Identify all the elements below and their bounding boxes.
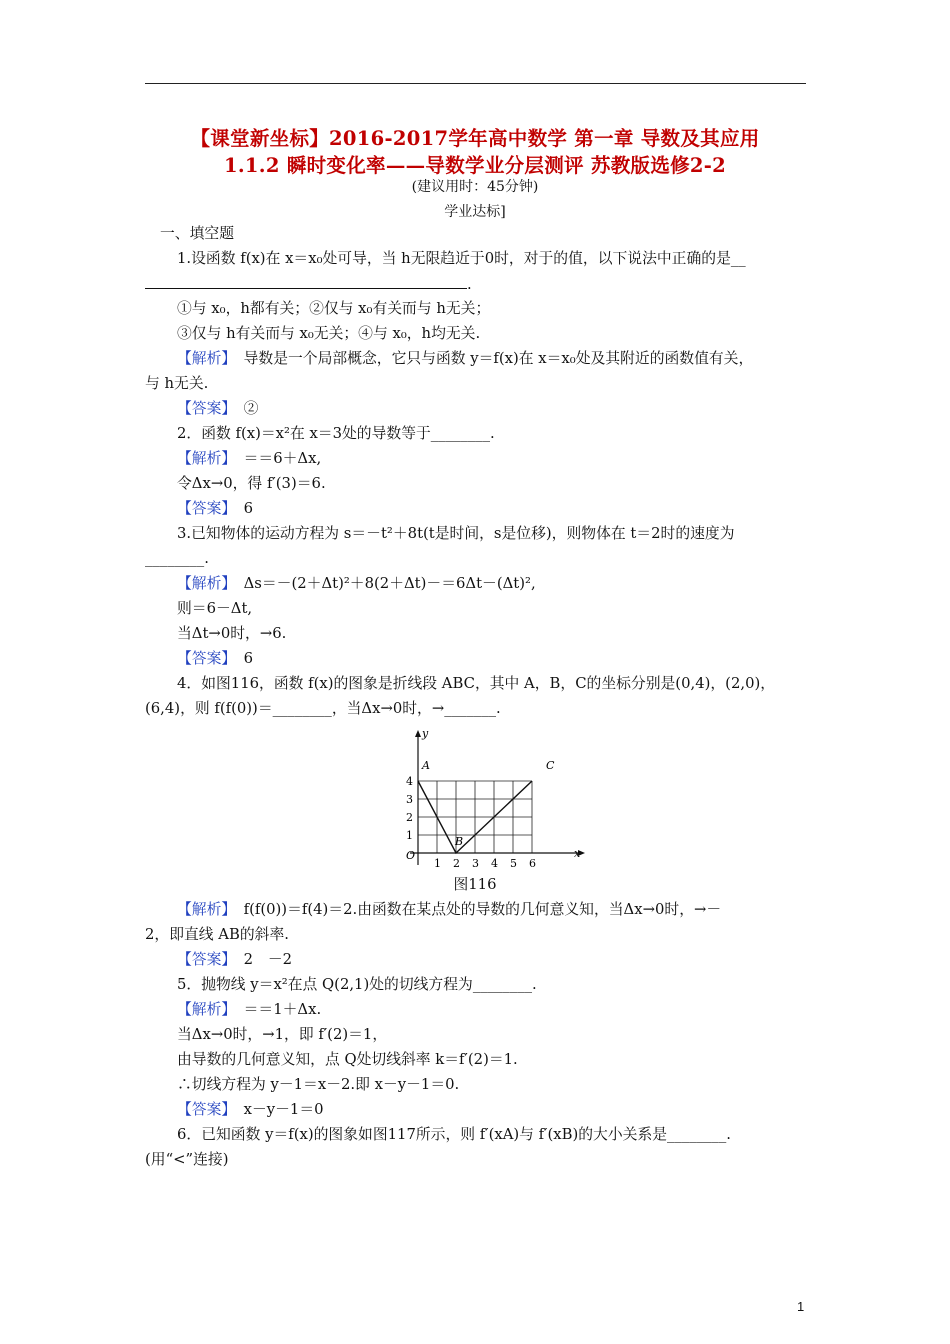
q3-analysis-tag: 【解析】 [177,575,229,592]
q2-stem: 2．函数 f(x)＝x²在 x＝3处的导数等于________. [177,425,495,442]
q5-answer [177,1100,324,1120]
q5-analysis [177,1000,321,1020]
y-axis-arrow-icon [415,730,421,737]
q5-stem: 5．抛物线 y＝x²在点 Q(2,1)处的切线方程为________. [177,976,537,993]
x-tick-label: 5 [510,857,517,870]
q4-analysis-text-2: 2，即直线 AB的斜率. [145,926,289,943]
q4-analysis-tag: 【解析】 [177,901,229,918]
x-tick-label: 1 [434,857,441,870]
q6-stem-2: (用“<”连接) [145,1151,229,1168]
time-note: (建议用时：45分钟) [411,179,539,195]
point-label-c: C [546,759,555,772]
q5-answer-tag: 【答案】 [177,1101,229,1118]
q1-answer [177,399,258,419]
y-tick-label: 3 [406,793,413,806]
y-tick-label: 1 [406,829,413,842]
q1-answer-text: ② [243,400,259,417]
y-tick-label: 2 [406,811,413,824]
q4-answer-tag: 【答案】 [177,951,229,968]
q2-analysis-text-1: ＝＝6＋Δx, [243,450,322,467]
part-heading: 一、填空题 [160,225,234,242]
point-label-b: B [455,835,464,848]
q4-answer [177,950,292,970]
figure-caption: 图116 [453,876,497,893]
title-line-2: 1.1.2 瞬时变化率——导数学业分层测评 苏教版选修2-2 [223,154,727,177]
q4-analysis [177,900,721,920]
x-axis-label: x [574,847,581,860]
q4-stem-1: 4．如图116，函数 f(x)的图象是折线段 ABC，其中 A，B，C的坐标分别是(0,4)，(2,0)， [177,675,776,692]
q1-analysis-tag: 【解析】 [177,350,229,367]
x-tick-label: 2 [453,857,460,870]
q2-analysis [177,449,321,469]
q4-answer-text: 2 －2 [243,951,293,968]
q1-analysis-text-2: 与 h无关. [145,375,209,392]
y-tick-label: 4 [406,775,413,788]
q4-analysis-text-1: f(f(0))＝f(4)＝2.由函数在某点处的导数的几何意义知，当Δx→0时，→－ [243,901,722,918]
q1-analysis [177,349,753,369]
q5-analysis-text-1: ＝＝1＋Δx. [243,1001,322,1018]
q2-answer [177,499,253,519]
y-tick-labels [406,775,413,842]
q1-analysis-text-1: 导数是一个局部概念，它只与函数 y＝f(x)在 x＝x₀处及其附近的函数值有关， [243,350,754,367]
q5-analysis-text-2: 当Δx→0时，→1，即 f′(2)＝1， [177,1026,388,1043]
q3-answer-text: 6 [243,650,254,667]
q5-answer-text: x－y－1＝0 [243,1101,324,1118]
q1-stem-end: . [467,276,472,293]
q1-stem: 1.设函数 f(x)在 x＝x₀处可导，当 h无限趋近于0时，对于的值，以下说法中正确的是__ [177,250,746,267]
q5-analysis-tag: 【解析】 [177,1001,229,1018]
q2-analysis-tag: 【解析】 [177,450,229,467]
q2-analysis-text-2: 令Δx→0，得 f′(3)＝6. [177,475,326,492]
x-tick-label: 3 [472,857,479,870]
q6-stem-1: 6．已知函数 y＝f(x)的图象如图117所示，则 f′(xA)与 f′(xB)的大小关系是________. [177,1126,731,1143]
q2-answer-text: 6 [243,500,254,517]
x-tick-labels [434,857,536,870]
q3-answer [177,649,253,669]
header-rule [145,83,806,84]
q1-answer-blank [145,274,467,289]
y-axis-label: y [422,727,429,740]
q4-stem-2: (6,4)，则 f(f(0))＝________，当Δx→0时，→_______. [145,700,501,717]
figure-116 [400,725,590,870]
section-label: 学业达标] [444,204,506,220]
q1-options-1: ①与 x₀，h都有关；②仅与 x₀有关而与 h无关； [177,300,491,317]
q3-analysis [177,574,536,594]
q1-options-2: ③仅与 h有关而与 x₀无关；④与 x₀，h均无关. [177,325,481,342]
q3-analysis-text-2: 则＝6－Δt, [177,600,253,617]
x-tick-label: 6 [529,857,536,870]
q3-analysis-text-1: Δs＝－(2＋Δt)²＋8(2＋Δt)－＝6Δt－(Δt)², [243,575,536,592]
figure-grid [418,781,532,853]
q2-answer-tag: 【答案】 [177,500,229,517]
origin-label: O [406,849,416,862]
q3-stem-end: ________. [145,550,209,567]
page-number: 1 [797,1299,805,1314]
q5-analysis-text-3: 由导数的几何意义知，点 Q处切线斜率 k＝f′(2)＝1. [177,1051,518,1068]
q3-analysis-text-3: 当Δt→0时，→6. [177,625,287,642]
q1-stem-end-line [145,274,472,295]
point-label-a: A [422,759,430,772]
q5-analysis-text-4: ∴切线方程为 y－1＝x－2.即 x－y－1＝0. [177,1076,460,1093]
q3-answer-tag: 【答案】 [177,650,229,667]
x-tick-label: 4 [491,857,498,870]
q3-stem: 3.已知物体的运动方程为 s＝－t²＋8t(t是时间，s是位移)，则物体在 t＝2时的速度为 [177,525,735,542]
q1-answer-tag: 【答案】 [177,400,229,417]
title-line-1: 【课堂新坐标】2016-2017学年高中数学 第一章 导数及其应用 [190,127,760,150]
